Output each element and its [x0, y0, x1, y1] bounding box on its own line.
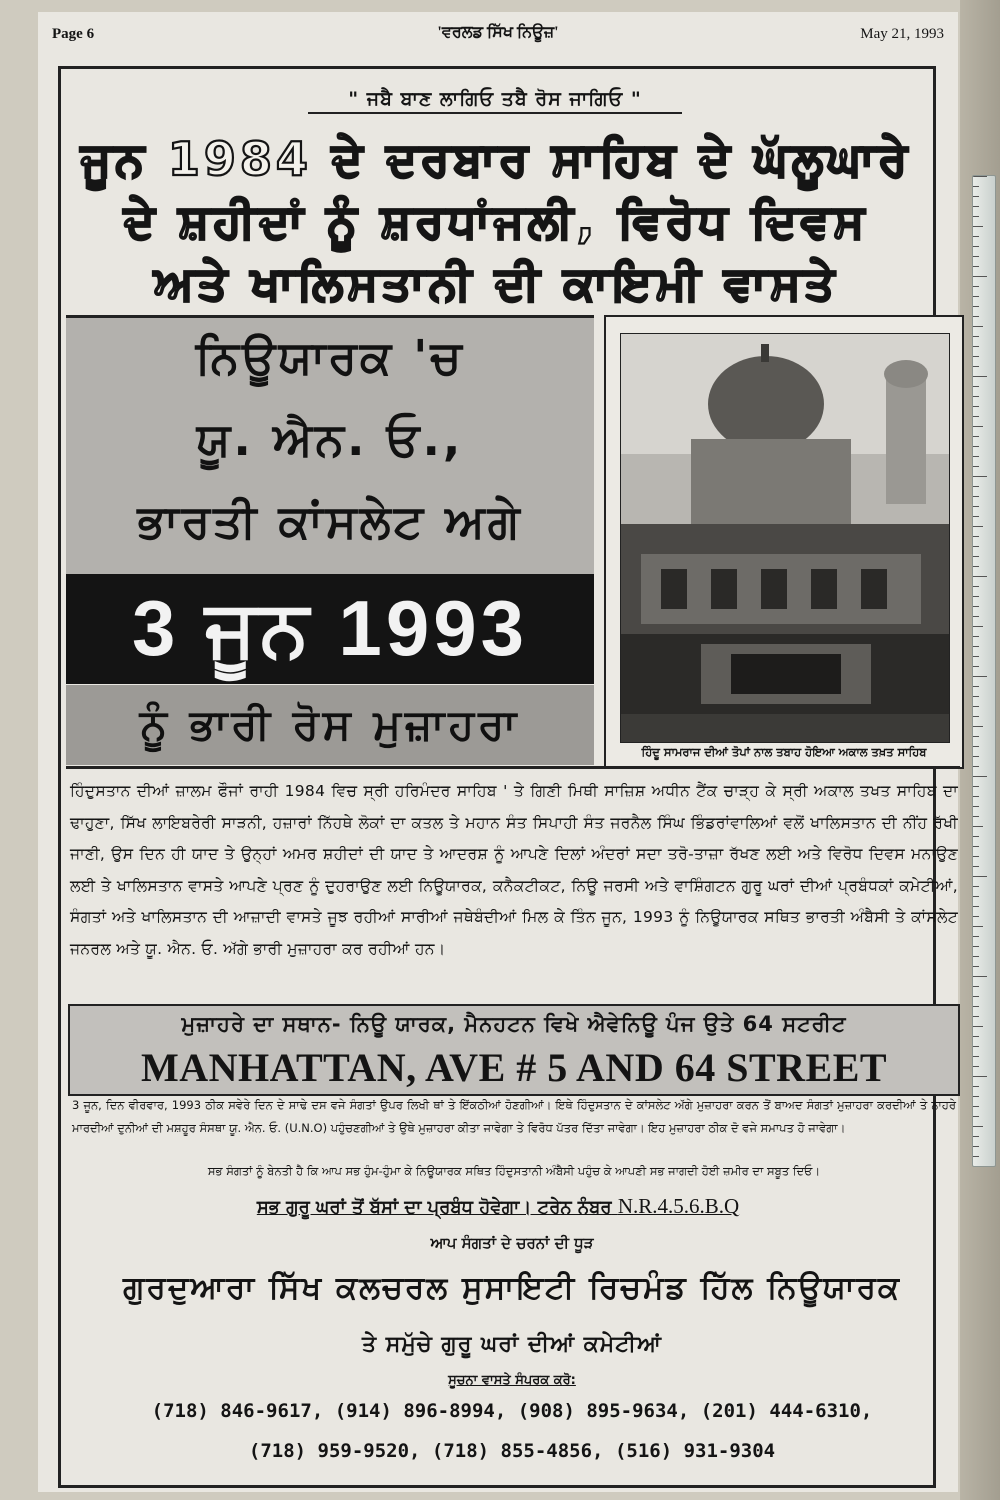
ruler-tick — [973, 316, 979, 317]
protest-title: ਨੂੰ ਭਾਰੀ ਰੋਸ ਮੁਜ਼ਾਹਰਾ — [66, 685, 594, 765]
ruler-tick — [973, 636, 979, 637]
ruler-tick — [973, 626, 983, 627]
ruler-tick — [973, 1156, 979, 1157]
ruler-tick — [973, 796, 979, 797]
ruler-tick — [973, 646, 979, 647]
ruler-tick — [973, 896, 979, 897]
ruler-tick — [973, 736, 979, 737]
ruler-tick — [973, 1106, 979, 1107]
ruler-tick — [973, 616, 979, 617]
ruler-tick — [973, 226, 983, 227]
ruler-tick — [973, 336, 979, 337]
ruler-tick — [973, 176, 987, 177]
headline-line-1: ਜੂਨ 1984 ਦੇ ਦਰਬਾਰ ਸਾਹਿਬ ਦੇ ਘੱਲੂਘਾਰੇ — [81, 132, 911, 186]
ruler-tick — [973, 586, 979, 587]
ruler-tick — [973, 576, 987, 577]
venue-english: MANHATTAN, AVE # 5 AND 64 STREET — [140, 1045, 888, 1090]
ruler-tick — [973, 486, 979, 487]
headline-line-3: ਅਤੇ ਖਾਲਿਸਤਾਨੀ ਦੀ ਕਾਇਮੀ ਵਾਸਤੇ — [153, 256, 839, 310]
ruler-tick — [973, 456, 979, 457]
page-number: Page 6 — [52, 26, 95, 42]
ruler-tick — [973, 656, 979, 657]
ruler-tick — [973, 526, 983, 527]
ruler-tick — [973, 546, 979, 547]
ruler-tick — [973, 436, 979, 437]
ruler-tick — [973, 1096, 979, 1097]
ruler-tick — [973, 246, 979, 247]
ruler-tick — [973, 206, 979, 207]
ruler-tick — [973, 966, 979, 967]
ruler-tick — [973, 366, 979, 367]
appeal-line: ਸਭ ਸੰਗਤਾਂ ਨੂੰ ਬੇਨਤੀ ਹੈ ਕਿ ਆਪ ਸਭ ਹੁੰਮ-ਹੁੰਮਾ ਕੇ ਨਿਊਯਾਰਕ ਸਥਿਤ ਹਿੰਦੁਸਤਾਨੀ ਅੰਬੈਸੀ ਪਹੁੰਚ ਕੇ ਆਪਣੀ ਸਭ ਜਾਗਦੀ ਹੋਈ ਜ਼ਮੀਰ ਦਾ ਸਬੂਤ ਦਿਓ। — [207, 1164, 821, 1178]
ruler-tick — [973, 866, 979, 867]
ruler-tick — [973, 676, 987, 677]
ruler-tick — [973, 466, 979, 467]
publication-name: 'ਵਰਲਡ ਸਿੱਖ ਨਿਊਜ਼' — [437, 24, 559, 41]
phone-numbers-line-1: (718) 846-9617, (914) 896-8994, (908) 895-9634, (201) 444-6310, — [151, 1400, 873, 1422]
ruler-tick — [973, 186, 979, 187]
ruler-tick — [973, 756, 979, 757]
ruler-tick — [973, 936, 979, 937]
ruler-tick — [973, 446, 979, 447]
bus-note: ਸਭ ਗੁਰੂ ਘਰਾਂ ਤੋਂ ਬੱਸਾਂ ਦਾ ਪ੍ਰਬੰਧ ਹੋਵੇਗਾ। ਟਰੇਨ ਨੰਬਰ — [256, 1197, 612, 1218]
ruler-tick — [973, 926, 983, 927]
ruler-tick — [973, 876, 987, 877]
ruler-tick — [973, 766, 979, 767]
ruler-tick — [973, 326, 983, 327]
ruler-tick — [973, 496, 979, 497]
ruler-tick — [973, 236, 979, 237]
ruler-tick — [973, 406, 979, 407]
body-paragraph: ਹਿੰਦੁਸਤਾਨ ਦੀਆਂ ਜ਼ਾਲਮ ਫੌਜਾਂ ਰਾਹੀ 1984 ਵਿਚ ਸ੍ਰੀ ਹਰਿਮੰਦਰ ਸਾਹਿਬ ' ਤੇ ਗਿਣੀ ਮਿਥੀ ਸਾਜ਼ਿਸ਼ ਅਧੀਨ ਟੈਂਕ ਚਾੜ੍ਹ ਕੇ ਸ੍ਰੀ ਅਕਾਲ ਤਖਤ ਸਾਹਿਬ ਦਾ ਢਾਹੁਣਾ, ਸਿੱਖ ਲਾਇਬਰੇਰੀ ਸਾੜਨੀ, ਹਜ਼ਾਰਾਂ ਨਿੱਹਥੇ ਲੋਕਾਂ ਦਾ ਕਤਲ ਤੇ ਮਹਾਨ ਸੰਤ ਸਿਪਾਹੀ ਸੰਤ ਜਰਨੈਲ ਸਿੰਘ ਭਿੰਡਰਾਂਵਾਲਿਆਂ ਵਲੋਂ ਖਾਲਿਸਤਾਨ ਦੀ ਨੀਂਹ ਰੱਖੀ ਜਾਣੀ, ਉਸ ਦਿਨ ਹੀ ਯਾਦ ਤੇ ਉਨ੍ਹਾਂ ਅਮਰ ਸ਼ਹੀਦਾਂ ਦੀ ਯਾਦ ਤੇ ਆਦਰਸ਼ ਨੂੰ ਆਪਣੇ ਦਿਲਾਂ ਅੰਦਰਾਂ ਸਦਾ ਤਰੋ-ਤਾਜ਼ਾ ਰੱਖਣ ਲਈ ਅਤੇ ਵਿਰੋਧ ਦਿਵਸ ਮਨਾਉਣ ਲਈ ਤੇ ਖਾਲਿਸਤਾਨ ਵਾਸਤੇ ਆਪਣੇ ਪ੍ਰਣ ਨੂੰ ਦੁਹਰਾਉਣ ਲਈ ਨਿਊਯਾਰਕ, ਕਨੈਕਟੀਕਟ, ਨਿਊ ਜਰਸੀ ਅਤੇ ਵਾਸ਼ਿੰਗਟਨ ਗੁਰੂ ਘਰਾਂ ਦੀਆਂ ਪ੍ਰਬੰਧਕਾਂ ਕਮੇਟੀਆਂ, ਸੰਗਤਾਂ ਅਤੇ ਖਾਲਿਸਤਾਨ ਦੀ ਆਜ਼ਾਦੀ ਵਾਸਤੇ ਜੂਝ ਰਹੀਆਂ ਸਾਰੀਆਂ ਜਥੇਬੰਦੀਆਂ ਮਿਲ ਕੇ ਤਿੰਨ ਜੂਨ, 1993 ਨੂੰ ਨਿਊਯਾਰਕ ਸਥਿਤ ਭਾਰਤੀ ਅੰਬੈਸੀ ਤੇ ਕਾਂਸਲੇਟ ਜਨਰਲ ਅਤੇ ਯੂ. ਐਨ. ਓ. ਅੱਗੇ ਭਾਰੀ ਮੁਜ਼ਾਹਰਾ ਕਰ ਰਹੀਆਂ ਹਨ। — [70, 782, 958, 958]
ruler-tick — [973, 306, 979, 307]
bus-arrangement — [168, 1194, 828, 1219]
ruler-tick — [973, 846, 979, 847]
ruler-tick — [973, 1076, 987, 1077]
ruler-tick — [973, 946, 979, 947]
ruler-tick — [973, 746, 979, 747]
ruler-tick — [973, 1056, 979, 1057]
ruler-tick — [973, 376, 987, 377]
ruler-tick — [973, 976, 987, 977]
ruler-tick — [973, 886, 979, 887]
divider — [66, 766, 960, 769]
akal-takht-photo — [620, 333, 950, 743]
ruler-tick — [973, 296, 979, 297]
ruler-tick — [973, 856, 979, 857]
newspaper-page — [38, 12, 958, 1492]
ruler-tick — [973, 426, 983, 427]
ruler-tick — [973, 996, 979, 997]
ruler-tick — [973, 776, 987, 777]
ruler-tick — [973, 1136, 979, 1137]
ruler-tick — [973, 666, 979, 667]
headline-line-2: ਦੇ ਸ਼ਹੀਦਾਂ ਨੂੰ ਸ਼ਰਧਾਂਜਲੀ, ਵਿਰੋਧ ਦਿਵਸ — [123, 194, 869, 248]
ruler-tick — [973, 826, 983, 827]
phone-numbers-line-2: (718) 959-9520, (718) 855-4856, (516) 931-9304 — [248, 1440, 776, 1462]
ruler-tick — [973, 346, 979, 347]
ruler-tick — [973, 1016, 979, 1017]
ruler-tick — [973, 956, 979, 957]
photo-caption: ਹਿੰਦੂ ਸਾਮਰਾਜ ਦੀਆਂ ਤੋਪਾਂ ਨਾਲ ਤਬਾਹ ਹੋਇਆ ਅਕਾਲ ਤਖ਼ਤ ਸਾਹਿਬ — [641, 745, 927, 759]
ruler-tick — [973, 706, 979, 707]
ruler-tick — [973, 396, 979, 397]
running-head — [52, 22, 944, 46]
ruler-tick — [973, 1046, 979, 1047]
humble-note: ਆਪ ਸੰਗਤਾਂ ਦੇ ਚਰਨਾਂ ਦੀ ਧੂੜ — [430, 1234, 594, 1252]
ruler-tick — [973, 196, 979, 197]
ruler-tick — [973, 1066, 979, 1067]
venue-punjabi: ਮੁਜ਼ਾਹਰੇ ਦਾ ਸਥਾਨ- ਨਿਊ ਯਾਰਕ, ਮੈਨਹਟਨ ਵਿਖੇ ਐਵੇਨਿਊ ਪੰਜ ਉਤੇ 64 ਸਟਰੀਟ — [181, 1012, 847, 1036]
event-details: 3 ਜੂਨ, ਦਿਨ ਵੀਰਵਾਰ, 1993 ਠੀਕ ਸਵੇਰੇ ਦਿਨ ਦੇ ਸਾਢੇ ਦਸ ਵਜੇ ਸੰਗਤਾਂ ਉਪਰ ਲਿਖੀ ਥਾਂ ਤੇ ਇੱਕਠੀਆਂ ਹੋਣਗੀਆਂ। ਇਥੇ ਹਿੰਦੁਸਤਾਨ ਦੇ ਕਾਂਸਲੇਟ ਅੱਗੇ ਮੁਜ਼ਾਹਰਾ ਕਰਨ ਤੋਂ ਬਾਅਦ ਸੰਗਤਾਂ ਮੁਜ਼ਾਹਰਾ ਕਰਦੀਆਂ ਤੇ ਨਾਹਰੇ ਮਾਰਦੀਆਂ ਦੁਨੀਆਂ ਦੀ ਮਸ਼ਹੂਰ ਸੰਸਥਾ ਯੂ. ਐਨ. ਓ. (U.N.O) ਪਹੁੰਚਣਗੀਆਂ ਤੇ ਉਥੇ ਮੁਜ਼ਾਹਰਾ ਕੀਤਾ ਜਾਵੇਗਾ ਤੇ ਵਿਰੋਧ ਪੱਤਰ ਦਿੱਤਾ ਜਾਵੇਗਾ। ਇਹ ਮੁਜ਼ਾਹਰਾ ਠੀਕ ਦੋ ਵਜੇ ਸਮਾਪਤ ਹੋ ਜਾਵੇਗਾ। — [72, 1098, 956, 1135]
damaged-building-illustration — [621, 334, 949, 742]
ruler-tick — [973, 556, 979, 557]
ruler-tick — [973, 716, 979, 717]
ruler-tick — [973, 506, 979, 507]
ruler-tick — [973, 986, 979, 987]
ruler-tick — [973, 906, 979, 907]
location-line-1: ਨਿਊਯਾਰਕ 'ਚ — [195, 330, 465, 384]
location-line-2: ਯੂ. ਐਨ. ਓ., — [196, 412, 464, 466]
ruler-tick — [973, 816, 979, 817]
ruler-tick — [973, 726, 983, 727]
ruler-tick — [973, 216, 979, 217]
ruler-tick — [973, 536, 979, 537]
location-line-3: ਭਾਰਤੀ ਕਾਂਸਲੇਟ ਅਗੇ — [137, 494, 523, 548]
ruler-tick — [973, 696, 979, 697]
ruler-tick — [973, 686, 979, 687]
organizer-committees: ਤੇ ਸਮੁੱਚੇ ਗੁਰੂ ਘਰਾਂ ਦੀਆਂ ਕਮੇਟੀਆਂ — [362, 1332, 662, 1357]
ruler-tick — [973, 786, 979, 787]
ruler-tick — [973, 1036, 979, 1037]
ruler-tick — [973, 286, 979, 287]
ruler-tick — [973, 1116, 979, 1117]
event-date: 3 ਜੂਨ 1993 — [66, 574, 594, 684]
ruler-tick — [973, 516, 979, 517]
issue-date: May 21, 1993 — [860, 26, 944, 42]
ruler-tick — [973, 836, 979, 837]
ruler-tick — [973, 266, 979, 267]
ruler-tick — [973, 386, 979, 387]
ruler-tick — [973, 476, 987, 477]
train-number: N.R.4.5.6.B.Q — [617, 1194, 740, 1218]
ruler-tick — [973, 276, 987, 277]
ruler-tick — [973, 256, 979, 257]
ruler-tick — [973, 596, 979, 597]
ruler-tick — [973, 916, 979, 917]
ruler-tick — [973, 566, 979, 567]
ruler — [972, 175, 996, 1167]
ruler-tick — [973, 606, 979, 607]
slogan: " ਜਬੈ ਬਾਣ ਲਾਗਿਓ ਤਬੈ ਰੋਸ ਜਾਗਿਓ " — [308, 88, 682, 114]
organizer-name: ਗੁਰਦੁਆਰਾ ਸਿੱਖ ਕਲਚਰਲ ਸੁਸਾਇਟੀ ਰਿਚਮੰਡ ਹਿੱਲ ਨਿਊਯਾਰਕ — [122, 1270, 901, 1306]
ruler-tick — [973, 806, 979, 807]
ruler-tick — [973, 1026, 983, 1027]
ruler-tick — [973, 416, 979, 417]
ruler-tick — [973, 1146, 979, 1147]
ruler-tick — [973, 1126, 983, 1127]
ruler-tick — [973, 1006, 979, 1007]
ruler-tick — [973, 1086, 979, 1087]
contact-label: ਸੂਚਨਾ ਵਾਸਤੇ ਸੰਪਰਕ ਕਰੋ: — [448, 1373, 576, 1388]
venue-box — [68, 1004, 960, 1096]
ruler-tick — [973, 356, 979, 357]
photo-frame — [604, 315, 964, 769]
